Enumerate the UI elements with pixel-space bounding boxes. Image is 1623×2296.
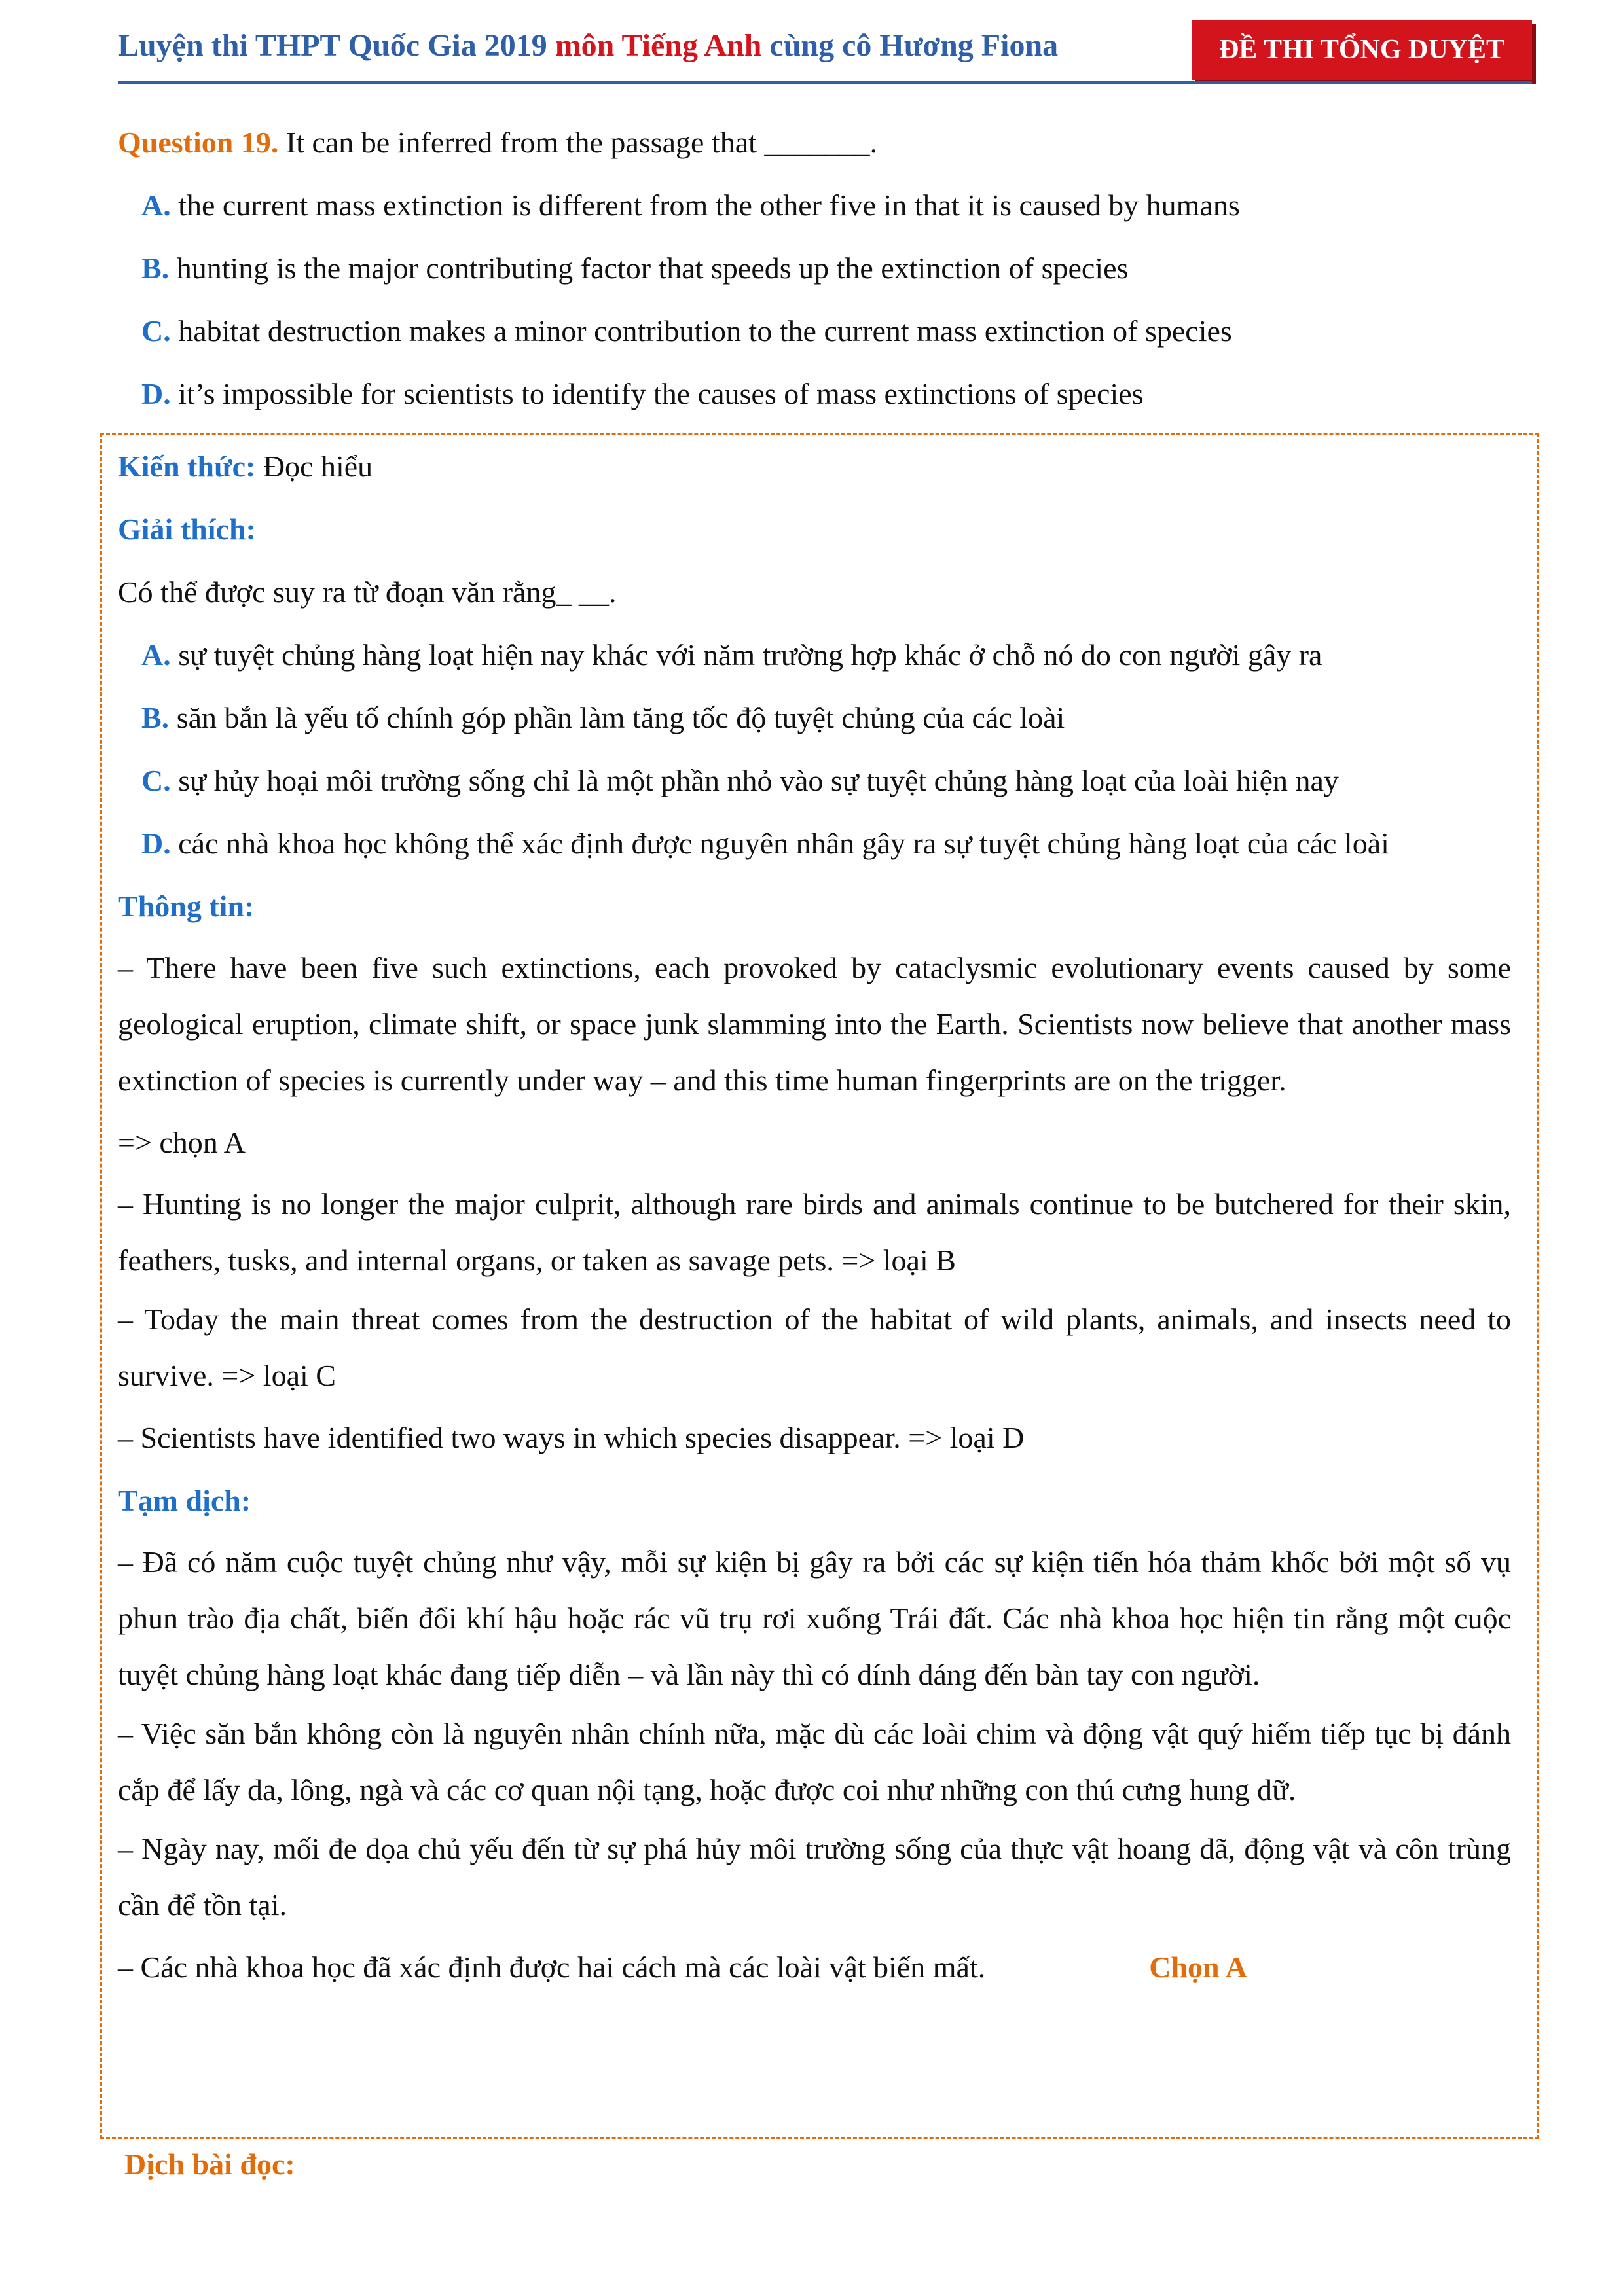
- thong-tin-label: Thông tin:: [118, 889, 255, 923]
- reading-translation-heading: Dịch bài đọc:: [124, 2147, 295, 2181]
- header-title-part1: Luyện thi THPT Quốc Gia 2019: [118, 28, 555, 63]
- option-text: săn bắn là yếu tố chính góp phần làm tăng tốc độ tuyệt chủng của các loài: [169, 701, 1065, 734]
- question-label: Question 19.: [118, 126, 279, 159]
- option-letter: A.: [141, 188, 171, 222]
- question-stem: [118, 111, 1532, 174]
- option-a: [118, 174, 1532, 237]
- info-paragraph-2: – Hunting is no longer the major culprit, although rare birds and animals continue to be butchered for their skin, feathers, tusks, and internal organs, or taken as savage pets. => loại B: [118, 1187, 1511, 1277]
- info-paragraph-4: – Scientists have identified two ways in which species disappear. => loại D: [118, 1421, 1025, 1454]
- vi-option-d: [118, 812, 1537, 875]
- answer-label: Chọn A: [1149, 1950, 1247, 1984]
- vi-option-a: [118, 624, 1537, 687]
- option-letter: B.: [141, 251, 170, 285]
- exam-type-badge: ĐỀ THI TỔNG DUYỆT: [1192, 20, 1532, 80]
- option-d: [118, 363, 1532, 425]
- option-letter: D.: [141, 827, 171, 860]
- kien-thuc-value: Đọc hiểu: [255, 450, 373, 483]
- option-text: sự hủy hoại môi trường sống chỉ là một phần nhỏ vào sự tuyệt chủng hàng loạt của loài hiện nay: [170, 764, 1339, 797]
- question-text: It can be inferred from the passage that _______.: [278, 126, 877, 159]
- translation-paragraph-4: – Các nhà khoa học đã xác định được hai cách mà các loài vật biến mất.: [118, 1950, 986, 1984]
- info-paragraph-1: – There have been five such extinctions, each provoked by cataclysmic evolutionary events caused by some geological eruption, climate shift, or space junk slamming into the Earth. Scientists now believe that another mass extinction of species is currently under way – and this time human fingerprints are on the trigger.: [118, 951, 1511, 1097]
- translation-paragraph-2: – Việc săn bắn không còn là nguyên nhân chính nữa, mặc dù các loài chim và động vật quý hiếm tiếp tục bị đánh cắp để lấy da, lông, ngà và các cơ quan nội tạng, hoặc được coi như những con thú cưng hung dữ.: [118, 1717, 1511, 1806]
- option-b: [118, 237, 1532, 300]
- header-title: [118, 27, 1058, 63]
- choose-a-note: => chọn A: [118, 1126, 246, 1159]
- translation-paragraph-3: – Ngày nay, mối đe dọa chủ yếu đến từ sự phá hủy môi trường sống của thực vật hoang dã, động vật và côn trùng cần để tồn tại.: [118, 1832, 1511, 1922]
- explanation-box: [100, 433, 1539, 2139]
- option-letter: A.: [141, 638, 171, 672]
- kien-thuc-line: [118, 435, 1537, 498]
- page-header: [118, 20, 1532, 85]
- option-c: [118, 300, 1532, 363]
- vi-option-b: [118, 687, 1537, 749]
- option-letter: C.: [141, 314, 171, 348]
- header-title-subject: môn Tiếng Anh: [555, 28, 762, 63]
- option-text: it’s impossible for scientists to identify the causes of mass extinctions of species: [170, 377, 1144, 410]
- vi-option-c: [118, 749, 1537, 812]
- option-text: hunting is the major contributing factor that speeds up the extinction of species: [169, 251, 1129, 285]
- explanation-intro: Có thể được suy ra từ đoạn văn rằng_ __.: [118, 575, 617, 609]
- header-title-part3: cùng cô Hương Fiona: [761, 28, 1059, 63]
- option-letter: B.: [141, 701, 170, 734]
- header-divider: [118, 81, 1532, 84]
- option-text: sự tuyệt chủng hàng loạt hiện nay khác với năm trường hợp khác ở chỗ nó do con người gây ra: [170, 638, 1322, 672]
- translation-paragraph-1: – Đã có năm cuộc tuyệt chủng như vậy, mỗi sự kiện bị gây ra bởi các sự kiện tiến hóa thảm khốc bởi một số vụ phun trào địa chất, biến đổi khí hậu hoặc rác vũ trụ rơi xuống Trái đất. Các nhà khoa học hiện tin rằng một cuộc tuyệt chủng hàng loạt khác đang tiếp diễn – và lần này thì có dính dáng đến bàn tay con người.: [118, 1545, 1511, 1691]
- option-letter: C.: [141, 764, 171, 797]
- question-block: [118, 111, 1532, 425]
- option-text: the current mass extinction is different from the other five in that it is caused by humans: [170, 188, 1240, 222]
- kien-thuc-label: Kiến thức:: [118, 450, 256, 483]
- info-paragraph-3: – Today the main threat comes from the destruction of the habitat of wild plants, animals, and insects need to survive. => loại C: [118, 1302, 1511, 1392]
- giai-thich-label: Giải thích:: [118, 512, 256, 546]
- translation-last-line: [118, 1936, 1537, 1999]
- option-text: các nhà khoa học không thể xác định được nguyên nhân gây ra sự tuyệt chủng hàng loạt của các loài: [170, 827, 1389, 860]
- option-text: habitat destruction makes a minor contribution to the current mass extinction of species: [170, 314, 1232, 348]
- option-letter: D.: [141, 377, 171, 410]
- tam-dich-label: Tạm dịch:: [118, 1484, 251, 1517]
